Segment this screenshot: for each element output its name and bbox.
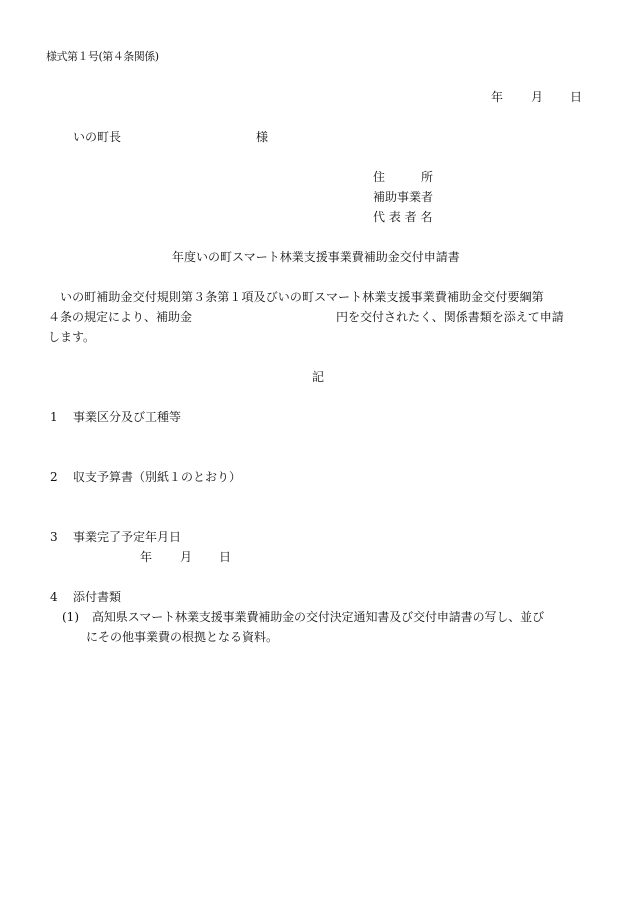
item-1-label: 事業区分及び工種等 (73, 410, 182, 424)
addressee-name: いの町長 (73, 130, 122, 144)
item-4-label: 添付書類 (73, 590, 122, 604)
body-line-3: します。 (48, 330, 96, 344)
completion-month-label: 月 (180, 550, 193, 564)
completion-day-label: 日 (219, 550, 232, 564)
form-number: 様式第１号(第４条関係) (46, 50, 159, 63)
addressee-honorific: 様 (256, 130, 269, 144)
item-3-number: 3 (50, 530, 58, 544)
item-4-number: 4 (50, 590, 58, 604)
address-label: 住 所 (373, 170, 434, 184)
business-label: 補助事業者 (373, 190, 434, 204)
body-line-2b: 円を交付されたく、関係書類を添えて申請 (336, 310, 564, 324)
item-2-number: 2 (50, 470, 58, 484)
attachment-1-line-2: にその他事業費の根拠となる資料。 (86, 630, 279, 644)
item-2-label: 収支予算書（別紙１のとおり） (73, 470, 242, 484)
item-1-number: 1 (50, 410, 58, 424)
body-line-1: いの町補助金交付規則第３条第１項及びいの町スマート林業支援事業費補助金交付要綱第 (60, 290, 544, 304)
date-day-label: 日 (570, 90, 583, 104)
attachment-1-number: (1) (62, 610, 79, 624)
date-year-label: 年 (491, 90, 504, 104)
body-line-2a: ４条の規定により、補助金 (48, 310, 193, 324)
attachment-1-line-1: 高知県スマート林業支援事業費補助金の交付決定通知書及び交付申請書の写し、並び (92, 610, 544, 624)
item-3-label: 事業完了予定年月日 (73, 530, 182, 544)
completion-year-label: 年 (140, 550, 153, 564)
date-month-label: 月 (531, 90, 544, 104)
representative-label: 代 表 者 名 (373, 210, 433, 224)
document-title: 年度いの町スマート林業支援事業費補助金交付申請書 (172, 250, 460, 264)
ki-heading: 記 (312, 370, 325, 384)
